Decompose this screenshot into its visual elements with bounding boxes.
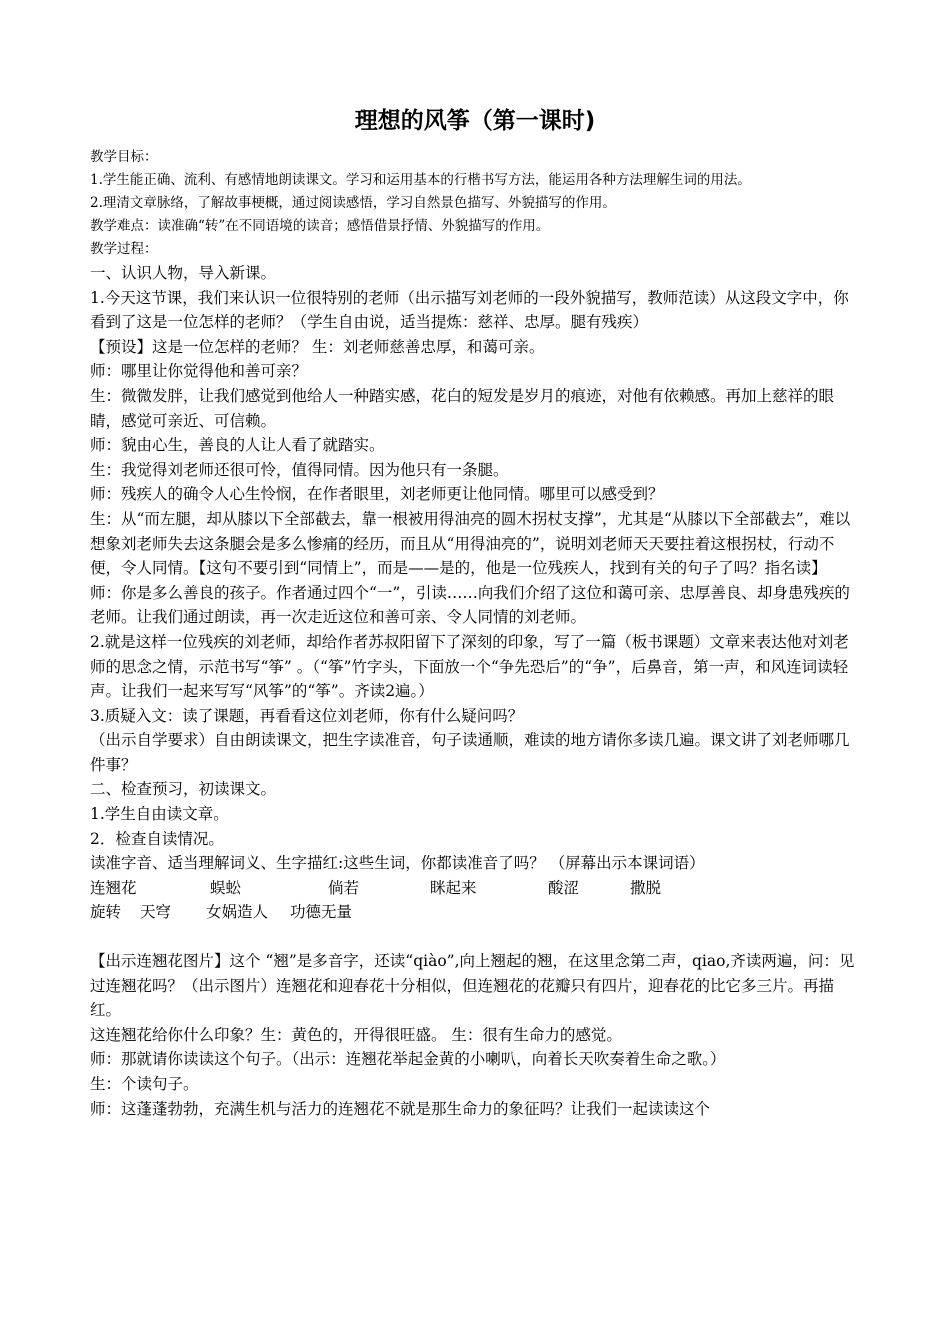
paragraph: 师：哪里让你觉得他和善可亲？: [90, 362, 308, 381]
paragraph: 一、认识人物，导入新课。: [90, 264, 277, 282]
objectives-heading: 教学目标：: [90, 149, 158, 165]
section-heading: 二、检查预习，初读课文。: [90, 780, 277, 799]
paragraph: 【预设】这是一位怎样的老师？ 生：刘老师慈善忠厚，和蔼可亲。: [90, 337, 545, 356]
paragraph: 师：这蓬蓬勃勃，充满生机与活力的连翘花不就是那生命力的象征吗？让我们一起读读这个: [90, 1099, 711, 1118]
vocab-word: 撒脱: [630, 878, 662, 897]
paragraph: 1.学生自由读文章。: [90, 805, 229, 824]
vocab-word: 连翘花: [90, 878, 137, 897]
vocab-word: 酸涩: [548, 878, 580, 897]
paragraph: 1.今天这节课，我们来认识一位很特别的老师（出示描写刘老师的一段外貌描写，教师范读）从这段文字中，你看到了这是一位怎样的老师？（学生自由说，适当提炼：慈祥、忠厚。腿有残疾）: [90, 288, 849, 332]
paragraph: 师：那就请你读读这个句子。（出示：连翘花举起金黄的小喇叭，向着长天吹奏着生命之歌。）: [90, 1050, 726, 1069]
paragraph: 2.就是这样一位残疾的刘老师，却给作者苏叔阳留下了深刻的印象，写了一篇（板书课题）文章来表达他对刘老师的思念之情，示范书写“筝” 。（“筝”竹字头，下面放一个“争先恐后”的“争”，后鼻音，第一声，和风连词读轻声。让我们一起来写写“风筝”的“筝”。齐读2遍。）: [90, 632, 849, 701]
vocab-word: 眯起来: [430, 878, 477, 897]
paragraph: 生：从“而左腿，却从膝以下全部截去，靠一根被用得油亮的圆木拐杖支撑”，尤其是“从膝以下全部截去”，难以想象刘老师失去这条腿会是多么惨痛的经历，而且从“用得油亮的”，说明刘老师天天要拄着这根拐杖，行动不便，令人同情。【这句不要引到“同情上”，而是——是的，他是一位残疾人，找到有关的句子了吗？指名读】: [90, 509, 851, 578]
vocab-word: 天穹: [140, 903, 172, 922]
vocab-word: 蜈蚣: [210, 878, 242, 897]
document-title: 理想的风筝（第一课时): [354, 108, 596, 134]
vocab-row: [90, 900, 860, 925]
paragraph: 师：貌由心生，善良的人让人看了就踏实。: [90, 436, 385, 455]
paragraph: （出示自学要求）自由朗读课文，把生字读准音，句子读通顺，难读的地方请你多读几遍。课文讲了刘老师哪几件事？: [90, 731, 850, 774]
vocab-word: 倘若: [328, 878, 360, 897]
paragraph: 2．检查自读情况。: [90, 829, 224, 848]
objective-line: 1.学生能正确、流利、有感情地朗读课文。学习和运用基本的行楷书写方法，能运用各种方法理解生词的用法。: [90, 172, 751, 188]
vocab-word: 功德无量: [290, 903, 353, 922]
paragraph: 生：微微发胖，让我们感觉到他给人一种踏实感，花白的短发是岁月的痕迹，对他有依赖感。再加上慈祥的眼睛，感觉可亲近、可信赖。: [90, 386, 835, 430]
lesson-body: [90, 261, 860, 1121]
paragraph: 生：我觉得刘老师还很可怜，值得同情。因为他只有一条腿。: [90, 460, 509, 479]
paragraph: 读准字音、适当理解词义、生字描红:这些生词，你都读准音了吗？ （屏幕出示本课词语）: [90, 854, 705, 873]
vocab-word: 旋转: [90, 903, 122, 922]
vocab-row: [90, 876, 860, 901]
paragraph: 【出示连翘花图片】这个 “翘”是多音字，还读“qiào”,向上翘起的翘，在这里念第二声，qiao,齐读两遍，问：见过连翘花吗？（出示图片）连翘花和迎春花十分相似，但连翘花的花瓣只有四片，迎春花的比它多三片。再描红。: [90, 952, 855, 1020]
process-heading: 教学过程：: [90, 241, 158, 257]
paragraph: 师：残疾人的确令人心生怜悯，在作者眼里，刘老师更让他同情。哪里可以感受到？: [90, 485, 664, 504]
blank-line: [90, 925, 860, 949]
paragraph: 师：你是多么善良的孩子。作者通过四个“一”，引读……向我们介绍了这位和蔼可亲、忠厚善良、却身患残疾的老师。让我们通过朗读，再一次走近这位和善可亲、令人同情的刘老师。: [90, 583, 850, 627]
objectives-section: [90, 146, 860, 261]
paragraph: 生：个读句子。: [90, 1075, 199, 1093]
vocab-word: 女娲造人: [206, 903, 269, 922]
difficulty-line: 教学难点：读准确“转”在不同语境的读音；感悟借景抒情、外貌描写的作用。: [90, 218, 550, 234]
objective-line: 2.理清文章脉络，了解故事梗概，通过阅读感悟，学习自然景色描写、外貌描写的作用。: [90, 195, 616, 211]
paragraph: 这连翘花给你什么印象？生：黄色的，开得很旺盛。 生：很有生命力的感觉。: [90, 1025, 622, 1044]
paragraph: 3.质疑入文：读了课题，再看看这位刘老师，你有什么疑问吗？: [90, 706, 524, 725]
